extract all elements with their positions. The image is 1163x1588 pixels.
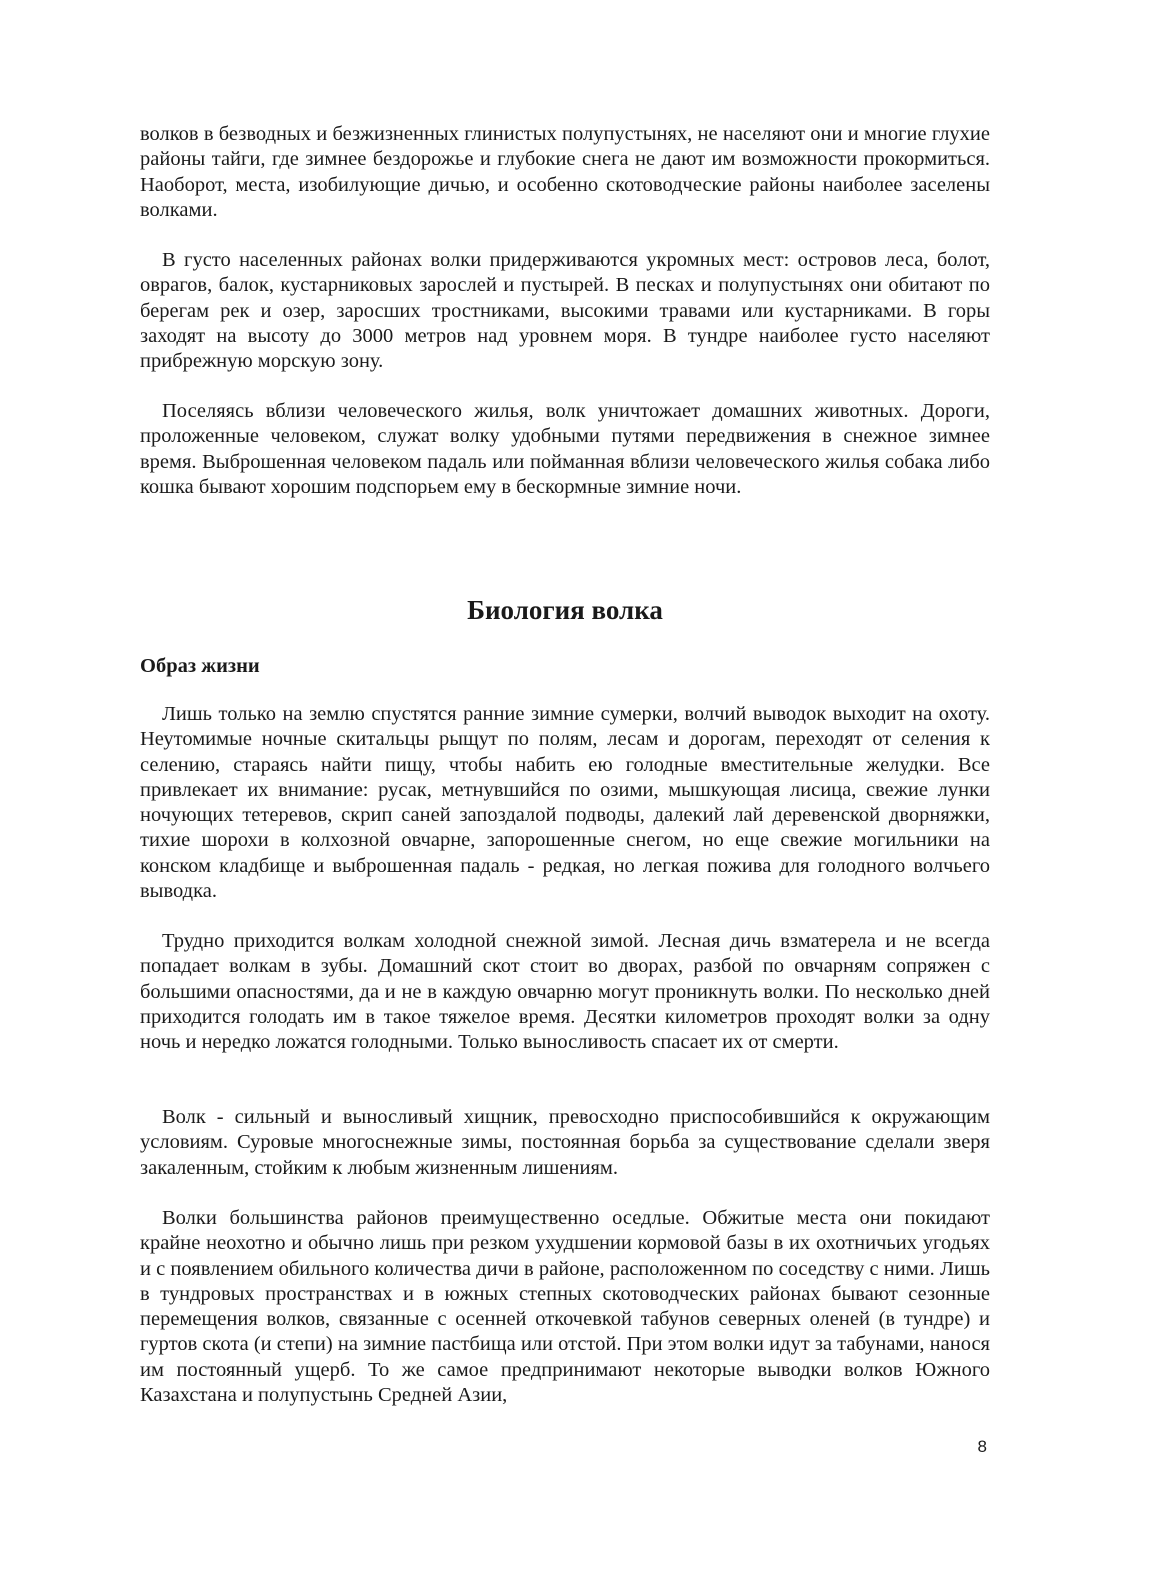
paragraph-continuation: волков в безводных и безжизненных глинистых полупустынях, не населяют они и многие глухие районы тайги, где зимнее бездорожье и глубокие снега не дают им возможности прокормиться. Наоборот, места, изобилующие дичью, и особенно скотоводческие районы наиболее заселены волками. — [140, 123, 990, 221]
paragraph-human-settlements: Поселяясь вблизи человеческого жилья, волк уничтожает домашних животных. Дороги, проложенные человеком, служат волку удобными путями передвижения в снежное зимнее время. Выброшенная человеком падаль или пойманная вблизи человеческого жилья собака либо кошка бывают хорошим подспорьем ему в бескормные зимние ночи. — [140, 400, 990, 498]
subsection-heading: Образ жизни — [140, 655, 260, 677]
section-heading: Биология волка — [467, 595, 663, 625]
paragraph-winter: Трудно приходится волкам холодной снежной зимой. Лесная дичь взматерела и не всегда попадает волкам в зубы. Домашний скот стоит во дворах, разбой по овчарням сопряжен с большими опасностями, да и не в каждую овчарню могут проникнуть волки. По несколько дней приходится голодать им в такое тяжелое время. Десятки километров проходят волки за одну ночь и нередко ложатся голодными. Только выносливость спасает их от смерти. — [140, 930, 990, 1054]
paragraph-migration: Волки большинства районов преимущественно оседлые. Обжитые места они покидают крайне неохотно и обычно лишь при резком ухудшении кормовой базы в их охотничьих угодьях и с появлением обильного количества дичи в районе, расположенном по соседству с ними. Лишь в тундровых пространствах и в южных степных скотоводческих районах бывают сезонные перемещения волков, связанные с осенней откочевкой табунов северных оленей (в тундре) и гуртов скота (и степи) на зимние пастбища или отстой. При этом волки идут за табунами, нанося им постоянный ущерб. То же самое предпринимают некоторые выводки волков Южного Казахстана и полупустынь Средней Азии, — [140, 1207, 990, 1407]
page-number: 8 — [977, 1437, 987, 1456]
paragraph-endurance: Волк - сильный и выносливый хищник, превосходно приспособившийся к окружающим условиям. Суровые многоснежные зимы, постоянная борьба за существование сделали зверя закаленным, стойким к любым жизненным лишениям. — [140, 1106, 990, 1179]
paragraph-hunting: Лишь только на землю спустятся ранние зимние сумерки, волчий выводок выходит на охоту. Неутомимые ночные скитальцы рыщут по полям, лесам и дорогам, переходят от селения к селению, стараясь найти пищу, чтобы набить ею голодные вместительные желудки. Все привлекает их внимание: русак, метнувшийся по озими, мышкующая лисица, свежие лунки ночующих тетеревов, скрип саней запоздалой подводы, далекий лай деревенской дворняжки, тихие шорохи в колхозной овчарне, запорошенные снегом, но еще свежие могильники на конском кладбище и выброшенная падаль - редкая, но легкая пожива для голодного волчьего выводка. — [140, 703, 990, 903]
paragraph-habitat: В густо населенных районах волки придерживаются укромных мест: островов леса, болот, оврагов, балок, кустарниковых зарослей и пустырей. В песках и полупустынях они обитают по берегам рек и озер, заросших тростниками, высокими травами или кустарниками. В горы заходят на высоту до 3000 метров над уровнем моря. В тундре наиболее густо населяют прибрежную морскую зону. — [140, 249, 990, 373]
